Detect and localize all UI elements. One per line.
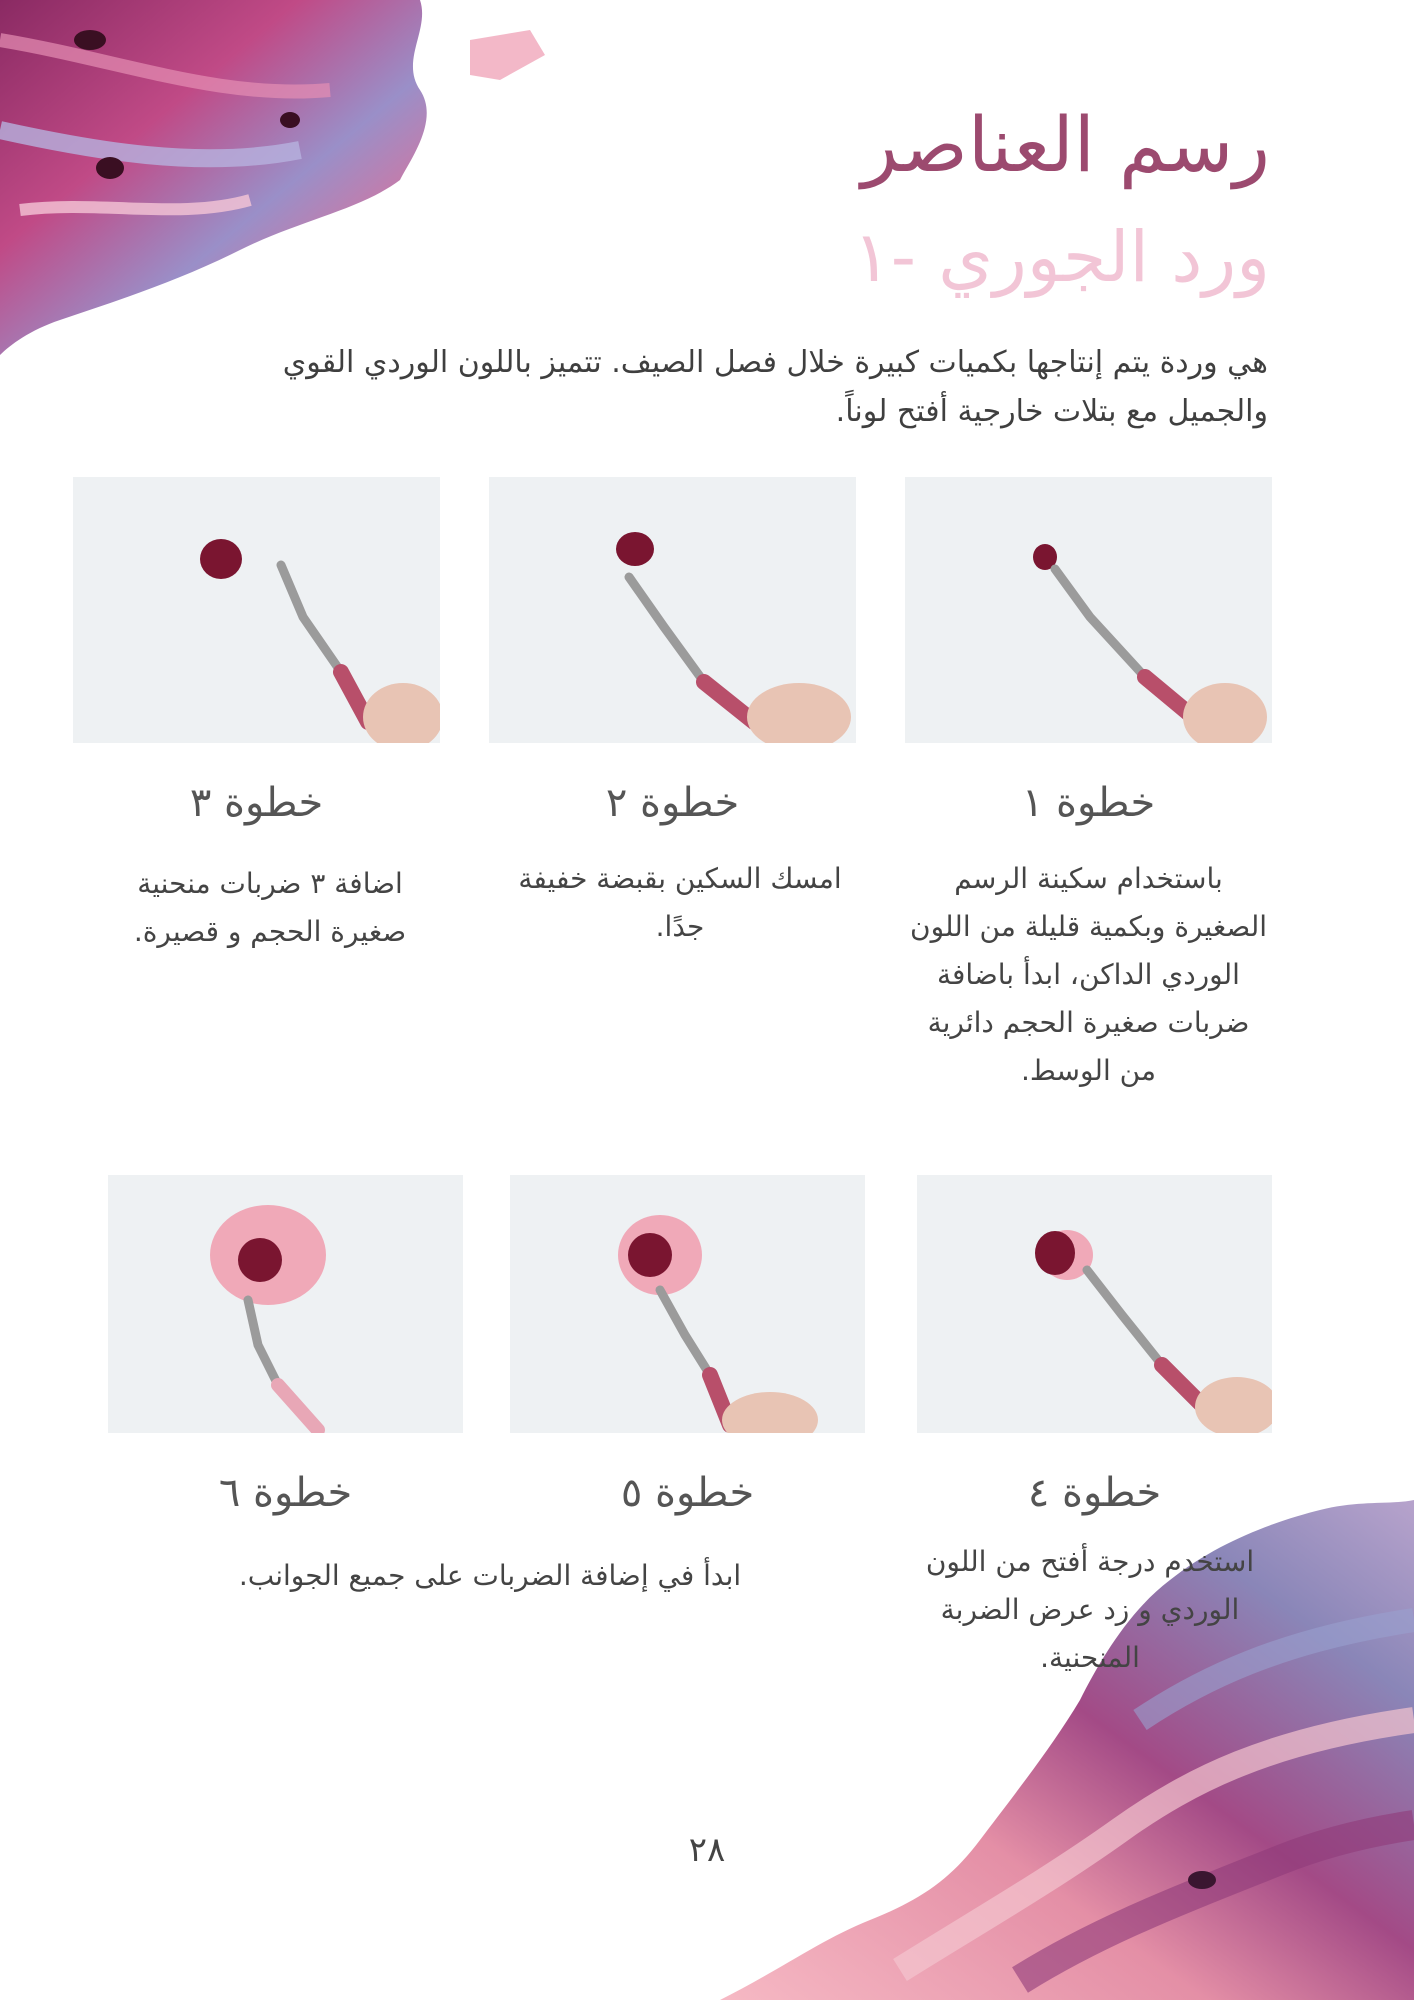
step-1-photo [905,477,1272,743]
page-number: ٢٨ [688,1830,726,1870]
step-4-photo [917,1175,1272,1433]
step-3-photo [73,477,440,743]
page-title: رسم العناصر [861,100,1270,189]
step-6-photo [108,1175,463,1433]
step-1-description: باستخدام سكينة الرسم الصغيرة وبكمية قليلة من اللون الوردي الداكن، ابدأ باضافة ضربات صغيرة الحجم دائرية من الوسط. [910,862,1267,1087]
intro-paragraph: هي وردة يتم إنتاجها بكميات كبيرة خلال فصل الصيف. تتميز باللون الوردي القوي والجميل مع بتلات خارجية أفتح لوناً. [282,345,1268,429]
step-4-title: خطوة ٤ [1027,1470,1162,1516]
step-1-title: خطوة ١ [1021,780,1156,826]
step-2-photo [489,477,856,743]
step-4-description: استخدم درجة أفتح من اللون الوردي و زد عرض الضربة المنحنية. [925,1545,1255,1674]
step-2-description: امسك السكين بقبضة خفيفة جدًا. [518,862,842,943]
step-5-photo [510,1175,865,1433]
step-5-description: ابدأ في إضافة الضربات على جميع الجوانب. [238,1559,742,1592]
step-6-title: خطوة ٦ [218,1470,353,1516]
step-3-title: خطوة ٣ [189,780,324,826]
step-3-description: اضافة ٣ ضربات منحنية صغيرة الحجم و قصيرة. [133,867,407,948]
paint-stroke-decoration-top [0,0,560,360]
step-2-title: خطوة ٢ [605,780,740,826]
step-5-title: خطوة ٥ [620,1470,755,1516]
page-subtitle: ورد الجوري -١ [853,216,1270,298]
